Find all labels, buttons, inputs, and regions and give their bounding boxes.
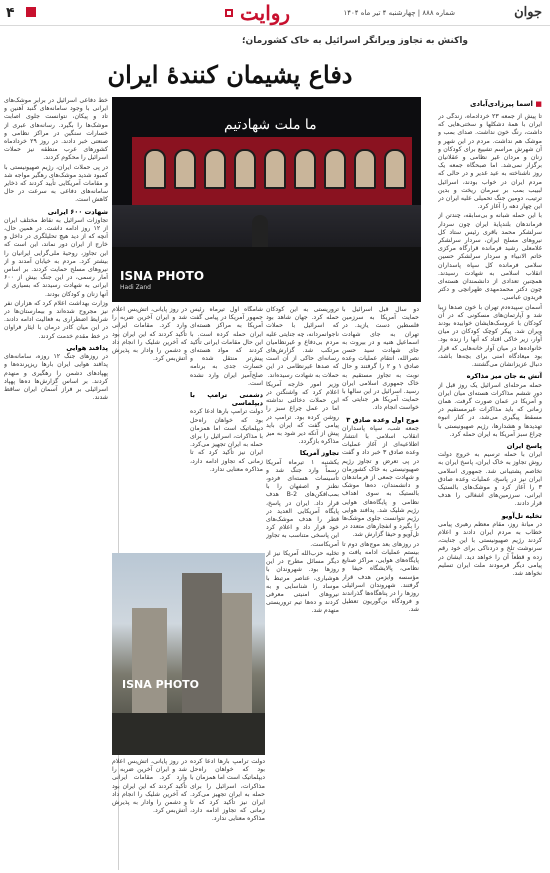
portrait [384, 149, 406, 189]
subheading: پاسخ ایران [506, 441, 542, 450]
portrait [354, 149, 376, 189]
lead-photo [112, 97, 421, 302]
photo-credit: ISNA PHOTO [120, 269, 205, 283]
portrait [144, 149, 166, 189]
subheading: تجاوز آمریکا [299, 449, 339, 458]
paragraph: با این حمله شبانه و بی‌سابقه، چندتن از فرماندهان بلندپایهٔ ایران چون سردار سرلشکر محمد باقری رئیس ستاد کل نیروهای مسلح ایران، سردار سرلشکر غلامعلی رشید فرمانده قرارگاه مرکزی خاتم الانبیاء و سردار سرلشکر حسین سلامی فرمانده کل سپاه پاسداران انقلاب اسلامی به شهادت رسیدند. همچنین تعدادی از دانشمندان هسته‌ای چون دکتر محمدمهدی طهرانچی و دکتر فریدون عباسی. [438, 212, 542, 302]
article-kicker: واکنش به تجاوز ویرانگر اسرائیل به خاک کشورمان؛ [241, 36, 468, 46]
subheading: دشمنی ترامپ با دیپلماسی [190, 391, 263, 408]
second-photo [112, 553, 265, 755]
photographer-name: Hadi Zand [120, 284, 151, 291]
author-name: اسما پیرزادی‌آبادی [469, 100, 533, 108]
paragraph: وزارت بهداشت اعلام کرد که هزاران نفر نیز مجروح شده‌اند و بیمارستان‌ها در شرایط اضطراری به فعالیت ادامه دادند. در این میان کادر درمان با ایثار فراوان در خط مقدم خدمت کردند. [4, 299, 108, 340]
paragraph: تروریستی به این کودکان حمله کرد. جهان شاهد بود که اسرائیل با حملات ناجوانمردانه، چه جنایتی علیه مردم بی‌دفاع و غیرنظامیان مرتکب شد. گزارش‌های رسانه‌ای حاکی از آن است که صدها غیرنظامی در این حملات به شهادت رسیده‌اند. [266, 306, 339, 379]
column-4-bottom [190, 758, 265, 870]
pen-icon: ■ [532, 100, 542, 108]
paragraph: در روزهای بعد موج‌های دوم تا بیستم عملیات ادامه یافت و پایگاه‌های هوایی، مراکز صنایع نظامی، پالایشگاه حیفا و مؤسسه وایزمن هدف قرار گرفتند. شهروندان اسرائیلی روزها را در پناهگاه‌ها گذراندند و فرودگاه بن‌گوریون تعطیل شد. [342, 540, 419, 614]
portrait [264, 149, 286, 189]
subheading: موج اول وعده صادق ۳ [346, 415, 419, 424]
subheading: شهادت ۶۰۰ ایرانی [47, 207, 108, 216]
author-byline [470, 100, 542, 108]
paragraph: یکشنبه ۱ تیرماه آمریکا رسماً وارد جنگ شد و تأسیسات هسته‌ای فردو، نطنز و اصفهان را با بمب‌افکن‌های B-2 هدف قرار داد. ایران در پاسخ، پایگاه آمریکایی العدید در قطر را هدف موشک‌های خود قرار داد و اعلام کرد این پاسخی متناسب به تجاوز آمریکاست. [266, 458, 339, 548]
portrait [234, 149, 256, 189]
paragraph: شامگاه اول تیرماه رئیس جمهور آمریکا در پیامی گفت آمریکا به مراکز هسته‌ای ایران حمله کرده است. با این حال مقامات ایرانی تأکید کردند که مواد هسته‌ای پیش‌تر منتقل شده و خسارت جدی به برنامه صلح‌آمیز ایران وارد نشده است. [190, 306, 263, 387]
portrait [204, 149, 226, 189]
banner-text: ما ملت شهادتیم [224, 117, 317, 133]
newspaper-brand: جوان [514, 5, 542, 20]
damaged-building [182, 573, 222, 713]
flag-icon [26, 7, 36, 17]
column-5 [112, 306, 187, 550]
section-square-icon [225, 9, 233, 17]
people-crowd [112, 713, 265, 755]
building [222, 593, 252, 713]
column-4 [190, 306, 263, 550]
portrait [174, 149, 196, 189]
paragraph: در پی حملات ایران، رژیم صهیونیستی با کمبود شدید موشک‌های رهگیر مواجه شد و مقامات آمریکایی تأیید کردند که ذخایر سامانه‌های دفاعی به سرعت در حال کاهش است. [4, 163, 108, 204]
page-number: ۴ [6, 5, 15, 21]
portrait [324, 149, 346, 189]
paragraph: وزیر امور خارجه آمریکا اعلام کرد که واشنگتن در این حملات دخالتی نداشته اما در عمل چراغ سبز را روشن کرده بود. ترامپ در پیامی گفت که ایران باید پیش از آنکه دیر شود به میز مذاکره بازگردد. [266, 380, 339, 446]
paragraph: جمعه شب، سپاه پاسداران انقلاب اسلامی با انتشار اطلاعیه‌ای از آغاز عملیات وعده صادق ۳ خبر داد و گفت در پی تعرض و تجاوز رژیم صهیونیستی به خاک کشورمان و شهادت جمعی از فرماندهان و دانشمندان، ده‌ها موشک بالستیک به سوی اهداف نظامی و پایگاه‌های هوایی رژیم شلیک شد. پدافند هوایی رژیم نتوانست جلوی موشک‌ها را بگیرد و انفجارهای متعدد در تل‌آویو و حیفا گزارش شد. [342, 424, 419, 539]
paragraph: تجاوزات اسرائیل به نقاط مختلف ایران از ۱۲ روز ادامه داشت. در همین حال، آنچه که از دید هیچ تحلیلگری در داخل و خارج از ایران دور نماند، این است که این تجاوز، روحیهٔ ملی‌گرایی ایرانیان را بیشتر کرد. مردم به خیابان آمدند و از نیروهای مسلح حمایت کردند. بر اساس آمار رسمی، در این جنگ بیش از ۶۰۰ ایرانی به شهادت رسیدند که بسیاری از آنها زنان و کودکان بودند. [4, 216, 108, 298]
paragraph: خط دفاعی اسرائیل در برابر موشک‌های ایرانی با وجود سامانه‌های گنبد آهنین و تاد و پیکان، نتوانست جلوی اصابت موشک‌ها را بگیرد. رسانه‌های عبری از خسارات سنگین در مراکز نظامی و صنعتی خبر دادند. در روز ۲۹ خردادماه کشورهای عرب منطقه نیز حملات اسرائیل را محکوم کردند. [4, 97, 108, 162]
paragraph: دولت ترامپ بارها ادعا کرده بود که خواهان راه‌حل دیپلماتیک است اما همزمان با مذاکرات، اسرائیل را برای حمله به ایران تجهیز می‌کرد. ایران نیز تأکید کرد که تا زمانی که تجاوز ادامه دارد، مذاکره معنایی ندارد. [190, 408, 263, 473]
portrait [294, 149, 316, 189]
issue-info: شماره ۸۸۸ | چهارشنبه ۴ تیر ماه ۱۴۰۴ [343, 9, 455, 17]
paragraph: تا پیش از جمعه ۲۳ خردادماه، زندگی در ایران با همهٔ دشکلها و سختی‌هایی که داشت، رنگ خون نداشت. صدای بمب و موشک هم نداشت. مردم در این شهر و آن شهرش مراسم تشییع برای کودکان و زنان و مردان غیر نظامی و عقلانیان برگزار نمی‌شد. اما صبحگاه جمعه یک روز ناشناخته به عید غدیر و در حالی که مردم ایران در خواب بودند، اسرائیل لبیبب بمب بر سرمان ریخت و بدین ترتیب، دومین جنگ تحمیلی علیه ایران در این چهار دهه را آغاز کرد. [438, 113, 542, 211]
section-logo: روایت [240, 1, 291, 25]
paragraph: آسمان سپیده‌دم تهران با خون صدها زیبا شد و آپارتمان‌های مسکونی که در آن کودکان با عروسک‌هایشان خوابیده بودند ویران شد. پیکر کوچک کودکان در میان آوار، زیر خاکی افتاد که آنها را زنده بود. خانواده‌ها در میان آوار خانه‌هایی که قرار بود میعادگاه امنی برای بچه‌ها باشد، دنبال عزیزانشان می‌گشتند. [438, 303, 542, 369]
subheading: تخلیه تل‌آویو [501, 511, 542, 520]
paragraph: تخلیه حزب‌الله آمریکا نیز از دیگر مسائل مطرح در این روزها بود. شهروندان با هوشیاری، عناصر مرتبط با موساد را شناسایی و به نیروهای امنیتی معرفی کردند و ده‌ها تیم تروریستی منهدم شد. [266, 549, 339, 615]
paragraph: در روز پایانی، آتش‌بس اعلام شد و ایران آخرین ضربه را وارد کرد. مقامات ایرانی تأکید کردند که این ایران بود که آخرین شلیک را انجام داد و دشمن را وادار به پذیرش آتش‌بس کرد. [112, 306, 187, 363]
paragraph: در میانهٔ روز، مقام معظم رهبری پیامی خطاب به مردم ایران دادند و اعلام کردند رژیم صهیونیستی با این جنایت، سرنوشت تلخ و دردناکی برای خود رقم زده و قطعاً آن را خواهد دید. ایشان در پیامی دیگر فرمودند ملت ایران تسلیم نخواهد شد. [438, 520, 542, 577]
subheading: آتش به جان میز مذاکره [466, 372, 542, 381]
paragraph: در روز پایانی، آتش‌بس اعلام شد و ایران آخرین ضربه را وارد کرد. مقامات ایرانی تأکید کردند که این ایران بود که آخرین شلیک را انجام داد و دشمن را وادار به پذیرش آتش‌بس کرد. [112, 758, 187, 815]
column-5-bottom [112, 758, 187, 870]
article-headline: دفاع پشیمان کنندهٔ ایران [107, 60, 353, 89]
paragraph: در روزهای جنگ ۱۲ روزه، سامانه‌های پدافند هوایی ایران بارها ریزپرنده‌ها و پهپادهای دشمن را رهگیری و منهدم کردند. بر اساس گزارش‌ها ده‌ها پهپاد اسرائیلی بر فراز آسمان ایران ساقط شدند. [4, 353, 108, 402]
paragraph: ایران با حمله ترسیم به خروج دولت روش تجاوز به خاک ایران، پاسخ ایران به تخاصم پشتیبانی شد. جمهوری اسلامی ایران نیز در پاسخ، عملیات وعده صادق ۳ را آغاز کرد و موشک‌های بالستیک ایرانی، سرزمین‌های اشغالی را هدف قرار دادند. [438, 451, 542, 508]
page-header [0, 0, 550, 26]
column-3 [266, 306, 339, 870]
paragraph: دولت ترامپ بارها ادعا کرده بود که خواهان راه‌حل دیپلماتیک است اما همزمان با مذاکرات، اسرائیل را برای حمله به ایران تجهیز می‌کرد. ایران نیز تأکید کرد که تا زمانی که تجاوز ادامه دارد، مذاکره معنایی ندارد. [190, 758, 265, 823]
column-2 [342, 306, 419, 870]
photo-credit: ISNA PHOTO [122, 678, 200, 691]
building [132, 608, 167, 713]
column-left [4, 97, 108, 870]
paragraph: حمله مرحله‌ای اسرائیل یک روز قبل از دور ششم مذاکرات هسته‌ای میان ایران و آمریکا در عمان صورت گرفت. همان زمانی که باید مذاکرات غیرمستقیم در مسقط پیگیری می‌شد، در کنار انبوه تهدیدها و هشدارها، رژیم صهیونیستی با چراغ سبز آمریکا به ایران حمله کرد. [438, 381, 542, 438]
column-right [438, 113, 542, 870]
paragraph: دو سال قبل اسرائیل با حمایت آمریکا به سرزمین فلسطین دست یازید. در تهران به جای شهادت اسماعیل هنیه و در بیروت به جای شهادت سید حسن نصرالله، انتقام عملیات وعده صادق ۱ و ۲ را گرفتند و حال نوبت به تجاوز مستقیم به خاک جمهوری اسلامی ایران رسید. اسرائیل در این سالها با حمایت آمریکا هر جنایتی که خواست انجام داد. [342, 306, 419, 412]
subheading: پدافند هوایی [66, 343, 108, 352]
